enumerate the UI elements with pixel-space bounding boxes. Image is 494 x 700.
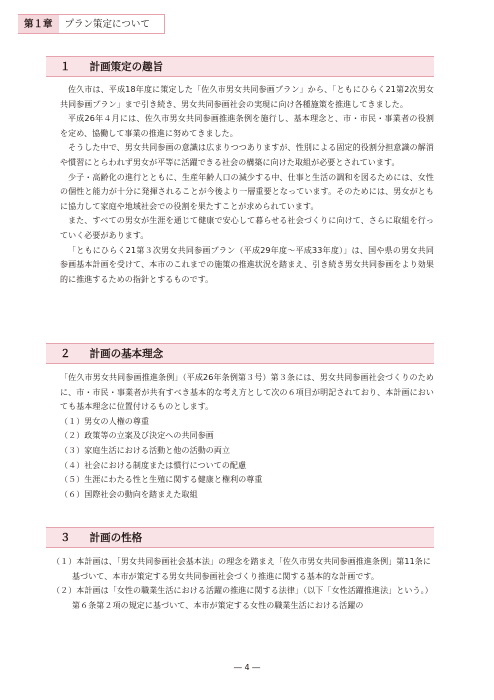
- section-number: １: [60, 61, 71, 73]
- paragraph: 「佐久市男女共同参画推進条例」（平成26年条例第３号）第３条には、男女共同参画社会づくりのために、市・市民・事業者が共有すべき基本的な考え方として次の６項目が明記されており、本計画においても基本理念に位置付けるものとします。: [60, 373, 434, 412]
- section-number: ２: [60, 348, 71, 360]
- section-heading-purpose: [46, 56, 434, 77]
- section-heading-nature: [46, 527, 434, 548]
- list-item: （２）政策等の立案及び決定への共同参画: [60, 431, 214, 441]
- section-title: 計画の性格: [89, 532, 143, 544]
- nature-list: [52, 555, 436, 613]
- paragraph: そうした中で、男女共同参画の意識は広まりつつありますが、性別による固定的役割分担意識の解消や慣習にとらわれず男女が平等に活躍できる社会の構築に向けた取組が必要とされています。: [60, 143, 434, 167]
- list-item: （４）社会における制度または慣行についての配慮: [60, 460, 247, 470]
- list-item: （１）本計画は、「男女共同参画社会基本法」の理念を踏まえ「佐久市男女共同参画推進条例」第11条に基づいて、本市が策定する男女共同参画社会づくり推進に関する基本的な計画です。: [52, 557, 431, 581]
- section-body-nature: [52, 555, 436, 613]
- section-title: 計画策定の趣旨: [89, 61, 164, 73]
- list-item: （１）男女の人権の尊重: [60, 416, 150, 426]
- list-item: （５）生涯にわたる性と生殖に関する健康と権利の尊重: [60, 475, 263, 485]
- paragraph: 「ともにひらく21第３次男女共同参画プラン（平成29年度～平成33年度）」は、国や県の男女共同参画基本計画を受けて、本市のこれまでの施策の推進状況を踏まえ、引き続き男女共同参画をより効果的に推進するための指針とするものです。: [60, 245, 434, 284]
- section-heading-principles: [46, 343, 434, 364]
- chapter-number: 第１章: [18, 14, 59, 34]
- chapter-tab: [18, 14, 165, 34]
- list-item: （３）家庭生活における活動と他の活動の両立: [60, 445, 231, 455]
- paragraph: また、すべての男女が生涯を通じて健康で安心して暮らせる社会づくりに向けて、さらに取組を行っていく必要があります。: [60, 216, 434, 240]
- chapter-title: プラン策定について: [59, 14, 165, 34]
- list-item: （６）国際社会の動向を踏まえた取組: [60, 489, 198, 499]
- page-number: ― 4 ―: [233, 663, 261, 672]
- section-title: 計画の基本理念: [89, 348, 164, 360]
- paragraph: 平成26年４月には、佐久市男女共同参画推進条例を施行し、基本理念と、市・市民・事業者の役割を定め、協働して事業の推進に努めてきました。: [60, 114, 434, 138]
- section-number: ３: [60, 532, 71, 544]
- section-body-principles: [60, 371, 434, 502]
- principle-list: [60, 415, 434, 503]
- section-body-purpose: [60, 83, 434, 287]
- paragraph: 少子・高齢化の進行とともに、生産年齢人口の減少する中、仕事と生活の調和を図るためには、女性の個性と能力が十分に発揮されることが今後より一層重要となっています。そのためには、男女がともに協力して家庭や地域社会での役割を果たすことが求められています。: [60, 172, 434, 211]
- paragraph: 佐久市は、平成18年度に策定した「佐久市男女共同参画プラン」から、「ともにひらく21第2次男女共同参画プラン」まで引き続き、男女共同参画社会の実現に向け各種施策を推進してきました。: [60, 85, 434, 109]
- list-item: （２）本計画は「女性の職業生活における活躍の推進に関する法律」（以下「女性活躍推進法」という。）第６条第２項の規定に基づいて、本市が策定する女性の職業生活における活躍の: [52, 586, 433, 610]
